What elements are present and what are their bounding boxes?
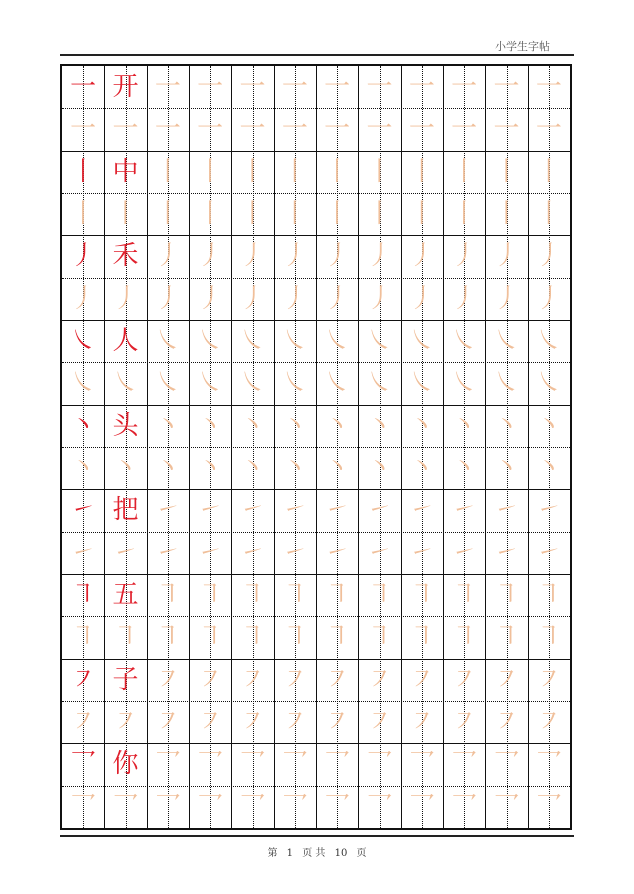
trace-stroke: ㇏: [324, 368, 351, 399]
trace-stroke: 丨: [493, 156, 520, 187]
trace-stroke: 丶: [451, 410, 478, 441]
trace-stroke: 一: [408, 72, 435, 103]
trace-stroke: ㇕: [154, 622, 181, 653]
trace-stroke: ㇀: [197, 537, 224, 568]
trace-stroke: ㇀: [281, 537, 308, 568]
trace-stroke: ㇕: [324, 580, 351, 611]
trace-stroke: ㇀: [239, 537, 266, 568]
trace-stroke: 乛: [281, 791, 308, 822]
trace-stroke: 丶: [281, 453, 308, 484]
trace-stroke: 丶: [154, 453, 181, 484]
trace-stroke: 丿: [451, 241, 478, 272]
trace-stroke: 乛: [408, 749, 435, 780]
trace-stroke: 丿: [366, 283, 393, 314]
trace-stroke: 乛: [493, 791, 520, 822]
trace-stroke: 乛: [197, 749, 224, 780]
trace-stroke: 丿: [239, 283, 266, 314]
trace-stroke: ㇕: [281, 580, 308, 611]
trace-stroke: 乛: [70, 791, 97, 822]
trace-stroke: 一: [239, 114, 266, 145]
trace-stroke: ㇀: [493, 495, 520, 526]
trace-stroke: 丶: [281, 410, 308, 441]
trace-stroke: ㇏: [408, 326, 435, 357]
trace-stroke: ㇇: [366, 664, 393, 695]
model-character: 人: [112, 326, 139, 357]
footer-suffix: 页: [356, 848, 367, 859]
trace-stroke: ㇏: [239, 326, 266, 357]
trace-stroke: 丶: [408, 453, 435, 484]
trace-stroke: 一: [197, 114, 224, 145]
trace-stroke: 丶: [324, 410, 351, 441]
trace-stroke: 一: [408, 114, 435, 145]
trace-stroke: 乛: [366, 791, 393, 822]
trace-stroke: 一: [70, 114, 97, 145]
footer-prefix: 第: [267, 848, 278, 859]
trace-stroke: ㇇: [324, 707, 351, 738]
trace-stroke: 丿: [324, 283, 351, 314]
trace-stroke: ㇕: [366, 580, 393, 611]
trace-stroke: 一: [493, 72, 520, 103]
trace-stroke: 丿: [408, 241, 435, 272]
trace-stroke: ㇇: [154, 664, 181, 695]
trace-stroke: ㇀: [239, 495, 266, 526]
trace-stroke: 丶: [366, 453, 393, 484]
footer-page-number: 1: [286, 848, 294, 859]
trace-stroke: 乛: [197, 791, 224, 822]
trace-stroke: 一: [154, 72, 181, 103]
trace-stroke: 丶: [239, 453, 266, 484]
trace-stroke: 丨: [535, 199, 562, 230]
trace-stroke: 丶: [535, 410, 562, 441]
trace-stroke: ㇏: [366, 368, 393, 399]
copybook-grid: [60, 64, 572, 830]
trace-stroke: ㇏: [493, 368, 520, 399]
trace-stroke: 一: [451, 72, 478, 103]
trace-stroke: 一: [366, 114, 393, 145]
trace-stroke: 丿: [366, 241, 393, 272]
trace-stroke: 丨: [366, 156, 393, 187]
model-character: 禾: [112, 241, 139, 272]
trace-stroke: ㇇: [197, 664, 224, 695]
trace-stroke: 丶: [324, 453, 351, 484]
trace-stroke: 丿: [493, 241, 520, 272]
trace-stroke: 乛: [408, 791, 435, 822]
trace-stroke: ㇀: [324, 537, 351, 568]
trace-stroke: ㇕: [154, 580, 181, 611]
trace-stroke: 丶: [493, 410, 520, 441]
trace-stroke: 一: [366, 72, 393, 103]
model-character: 头: [112, 410, 139, 441]
trace-stroke: 乛: [154, 749, 181, 780]
trace-stroke: ㇕: [70, 622, 97, 653]
trace-stroke: 丶: [197, 453, 224, 484]
footer-total-pages: 10: [334, 848, 348, 859]
trace-stroke: ㇀: [70, 537, 97, 568]
trace-stroke: 丨: [408, 156, 435, 187]
trace-stroke: 一: [535, 114, 562, 145]
trace-stroke: 丶: [197, 410, 224, 441]
trace-stroke: 丨: [112, 199, 139, 230]
trace-stroke: ㇇: [324, 664, 351, 695]
trace-stroke: ㇕: [324, 622, 351, 653]
model-stroke: 丿: [70, 241, 97, 272]
trace-stroke: ㇀: [154, 495, 181, 526]
trace-stroke: ㇇: [281, 707, 308, 738]
trace-stroke: 丿: [239, 241, 266, 272]
trace-stroke: 丨: [154, 156, 181, 187]
trace-stroke: ㇕: [451, 622, 478, 653]
model-stroke: 丶: [70, 410, 97, 441]
trace-stroke: ㇕: [366, 622, 393, 653]
trace-stroke: ㇏: [493, 326, 520, 357]
trace-stroke: 一: [493, 114, 520, 145]
trace-stroke: 丶: [154, 410, 181, 441]
trace-stroke: 乛: [324, 791, 351, 822]
trace-stroke: 乛: [324, 749, 351, 780]
trace-stroke: 丨: [493, 199, 520, 230]
trace-stroke: 乛: [535, 791, 562, 822]
trace-stroke: 丶: [366, 410, 393, 441]
trace-stroke: 一: [112, 114, 139, 145]
trace-stroke: 丿: [535, 283, 562, 314]
trace-stroke: ㇇: [112, 707, 139, 738]
trace-stroke: ㇀: [493, 537, 520, 568]
trace-stroke: ㇇: [451, 707, 478, 738]
trace-stroke: 乛: [493, 749, 520, 780]
trace-stroke: 乛: [281, 749, 308, 780]
trace-stroke: 丨: [535, 156, 562, 187]
trace-stroke: ㇕: [197, 580, 224, 611]
trace-stroke: 丨: [154, 199, 181, 230]
model-stroke: 乛: [70, 749, 97, 780]
trace-stroke: 丿: [112, 283, 139, 314]
trace-stroke: 丨: [451, 156, 478, 187]
trace-stroke: ㇇: [451, 664, 478, 695]
page-footer: [0, 844, 634, 859]
trace-stroke: 乛: [366, 749, 393, 780]
trace-stroke: 丶: [451, 453, 478, 484]
trace-stroke: 丶: [408, 410, 435, 441]
trace-stroke: ㇇: [493, 664, 520, 695]
trace-stroke: ㇀: [112, 537, 139, 568]
trace-stroke: 丨: [197, 199, 224, 230]
model-character: 五: [112, 580, 139, 611]
trace-stroke: ㇀: [451, 495, 478, 526]
trace-stroke: 丨: [324, 199, 351, 230]
trace-stroke: 丿: [197, 283, 224, 314]
trace-stroke: 乛: [112, 791, 139, 822]
trace-stroke: ㇏: [451, 368, 478, 399]
trace-stroke: ㇇: [281, 664, 308, 695]
trace-stroke: ㇏: [112, 368, 139, 399]
trace-stroke: ㇇: [70, 707, 97, 738]
trace-stroke: ㇏: [197, 326, 224, 357]
trace-stroke: 丨: [239, 199, 266, 230]
trace-stroke: 一: [281, 72, 308, 103]
trace-stroke: ㇏: [281, 326, 308, 357]
trace-stroke: ㇕: [112, 622, 139, 653]
trace-stroke: ㇇: [535, 707, 562, 738]
trace-stroke: ㇇: [408, 707, 435, 738]
trace-stroke: ㇏: [451, 326, 478, 357]
trace-stroke: 一: [281, 114, 308, 145]
footer-rule: [60, 835, 574, 837]
header-rule: [60, 54, 574, 56]
trace-stroke: ㇀: [366, 495, 393, 526]
trace-stroke: 乛: [535, 749, 562, 780]
trace-stroke: ㇇: [366, 707, 393, 738]
model-character: 开: [112, 72, 139, 103]
trace-stroke: 丨: [408, 199, 435, 230]
trace-stroke: ㇀: [451, 537, 478, 568]
trace-stroke: ㇏: [324, 326, 351, 357]
trace-stroke: 乛: [451, 749, 478, 780]
trace-stroke: ㇀: [366, 537, 393, 568]
trace-stroke: ㇏: [366, 326, 393, 357]
trace-stroke: ㇀: [535, 495, 562, 526]
trace-stroke: ㇕: [451, 580, 478, 611]
model-stroke: 丨: [70, 156, 97, 187]
trace-stroke: 丨: [451, 199, 478, 230]
trace-stroke: 乛: [154, 791, 181, 822]
trace-stroke: 丨: [281, 199, 308, 230]
trace-stroke: ㇀: [408, 537, 435, 568]
header-title: 小学生字帖: [495, 40, 550, 53]
model-character: 你: [112, 749, 139, 780]
trace-stroke: ㇏: [535, 368, 562, 399]
trace-stroke: 丿: [154, 283, 181, 314]
trace-stroke: 丨: [197, 156, 224, 187]
trace-stroke: ㇕: [197, 622, 224, 653]
trace-stroke: ㇇: [408, 664, 435, 695]
trace-stroke: ㇇: [239, 707, 266, 738]
trace-stroke: 丿: [197, 241, 224, 272]
trace-stroke: ㇇: [154, 707, 181, 738]
trace-stroke: 丨: [281, 156, 308, 187]
trace-stroke: ㇏: [70, 368, 97, 399]
trace-stroke: ㇏: [535, 326, 562, 357]
trace-stroke: 乛: [239, 791, 266, 822]
trace-stroke: ㇏: [197, 368, 224, 399]
trace-stroke: ㇀: [324, 495, 351, 526]
trace-stroke: 一: [154, 114, 181, 145]
trace-stroke: ㇀: [154, 537, 181, 568]
trace-stroke: ㇕: [535, 580, 562, 611]
model-character: 把: [112, 495, 139, 526]
trace-stroke: 丿: [281, 241, 308, 272]
trace-stroke: 乛: [451, 791, 478, 822]
trace-stroke: 丶: [493, 453, 520, 484]
trace-stroke: 一: [197, 72, 224, 103]
trace-stroke: 丿: [535, 241, 562, 272]
trace-stroke: 丶: [70, 453, 97, 484]
trace-stroke: 丿: [324, 241, 351, 272]
trace-stroke: ㇀: [535, 537, 562, 568]
trace-stroke: ㇀: [408, 495, 435, 526]
trace-stroke: 丿: [281, 283, 308, 314]
trace-stroke: 一: [239, 72, 266, 103]
trace-stroke: ㇏: [154, 326, 181, 357]
trace-stroke: ㇕: [239, 622, 266, 653]
trace-stroke: ㇇: [197, 707, 224, 738]
trace-stroke: 一: [324, 114, 351, 145]
trace-stroke: 丨: [324, 156, 351, 187]
trace-stroke: ㇕: [408, 622, 435, 653]
model-character: 中: [112, 156, 139, 187]
trace-stroke: ㇀: [197, 495, 224, 526]
footer-mid: 页 共: [302, 848, 326, 859]
model-stroke: ㇏: [70, 326, 97, 357]
trace-stroke: 乛: [239, 749, 266, 780]
model-stroke: ㇀: [70, 495, 97, 526]
trace-stroke: 丿: [408, 283, 435, 314]
trace-stroke: 丿: [493, 283, 520, 314]
trace-stroke: 丿: [154, 241, 181, 272]
trace-stroke: ㇇: [493, 707, 520, 738]
trace-stroke: ㇇: [535, 664, 562, 695]
model-character: 子: [112, 664, 139, 695]
trace-stroke: 丶: [112, 453, 139, 484]
trace-stroke: ㇏: [408, 368, 435, 399]
trace-stroke: 丨: [239, 156, 266, 187]
trace-stroke: ㇀: [281, 495, 308, 526]
trace-stroke: ㇕: [493, 622, 520, 653]
trace-stroke: 丿: [451, 283, 478, 314]
model-stroke: ㇕: [70, 580, 97, 611]
model-stroke: ㇇: [70, 664, 97, 695]
trace-stroke: 丨: [366, 199, 393, 230]
trace-stroke: ㇕: [281, 622, 308, 653]
trace-stroke: ㇏: [239, 368, 266, 399]
trace-stroke: ㇕: [493, 580, 520, 611]
trace-stroke: 丨: [70, 199, 97, 230]
trace-stroke: 丿: [70, 283, 97, 314]
trace-stroke: ㇏: [281, 368, 308, 399]
trace-stroke: ㇕: [408, 580, 435, 611]
trace-stroke: 一: [324, 72, 351, 103]
trace-stroke: 一: [535, 72, 562, 103]
trace-stroke: 一: [451, 114, 478, 145]
trace-stroke: 丶: [535, 453, 562, 484]
trace-stroke: ㇕: [239, 580, 266, 611]
trace-stroke: 丶: [239, 410, 266, 441]
trace-stroke: ㇕: [535, 622, 562, 653]
trace-stroke: ㇇: [239, 664, 266, 695]
trace-stroke: ㇏: [154, 368, 181, 399]
model-stroke: 一: [70, 72, 97, 103]
